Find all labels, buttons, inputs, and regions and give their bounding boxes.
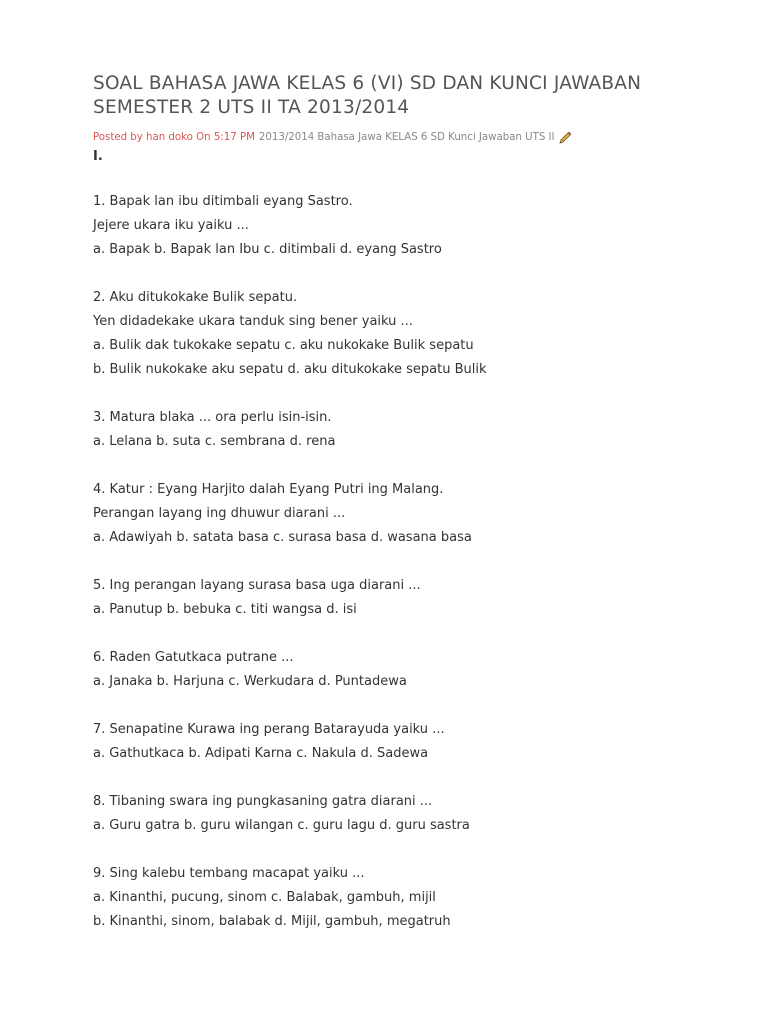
answer-options: a. Bulik dak tukokake sepatu c. aku nukokake Bulik sepatu [93, 338, 474, 353]
blog-post [93, 72, 693, 958]
question-text: 9. Sing kalebu tembang macapat yaiku ... [93, 866, 365, 881]
question-3 [93, 406, 693, 454]
question-prompt: Yen didadekake ukara tanduk sing bener yaiku ... [93, 314, 413, 329]
question-text: 6. Raden Gatutkaca putrane ... [93, 650, 294, 665]
answer-options: b. Kinanthi, sinom, balabak d. Mijil, gambuh, megatruh [93, 914, 451, 929]
question-6 [93, 646, 693, 694]
answer-options: a. Lelana b. suta c. sembrana d. rena [93, 434, 336, 449]
question-9 [93, 862, 693, 934]
question-text: 1. Bapak lan ibu ditimbali eyang Sastro. [93, 194, 353, 209]
answer-options: a. Panutup b. bebuka c. titi wangsa d. isi [93, 602, 357, 617]
answer-options: a. Bapak b. Bapak lan Ibu c. ditimbali d. eyang Sastro [93, 242, 442, 257]
post-meta [93, 131, 693, 145]
answer-options: a. Gathutkaca b. Adipati Karna c. Nakula d. Sadewa [93, 746, 429, 761]
question-list [93, 190, 693, 934]
question-text: 4. Katur : Eyang Harjito dalah Eyang Putri ing Malang. [93, 482, 444, 497]
post-labels[interactable]: 2013/2014 Bahasa Jawa KELAS 6 SD Kunci Jawaban UTS II [258, 132, 555, 143]
post-title: SOAL BAHASA JAWA KELAS 6 (VI) SD DAN KUNCI JAWABAN SEMESTER 2 UTS II TA 2013/2014 [93, 73, 642, 118]
question-8 [93, 790, 693, 838]
question-4 [93, 478, 693, 550]
section-heading: I. [93, 149, 103, 164]
question-7 [93, 718, 693, 766]
answer-options: b. Bulik nukokake aku sepatu d. aku ditukokake sepatu Bulik [93, 362, 487, 377]
question-text: 3. Matura blaka ... ora perlu isin-isin. [93, 410, 332, 425]
question-prompt: Perangan layang ing dhuwur diarani ... [93, 506, 346, 521]
question-text: 8. Tibaning swara ing pungkasaning gatra diarani ... [93, 794, 433, 809]
question-5 [93, 574, 693, 622]
question-text: 5. Ing perangan layang surasa basa uga diarani ... [93, 578, 421, 593]
answer-options: a. Adawiyah b. satata basa c. surasa basa d. wasana basa [93, 530, 472, 545]
answer-options: a. Kinanthi, pucung, sinom c. Balabak, gambuh, mijil [93, 890, 436, 905]
question-2 [93, 286, 693, 382]
question-text: 7. Senapatine Kurawa ing perang Batarayuda yaiku ... [93, 722, 445, 737]
question-1 [93, 190, 693, 262]
post-author-time[interactable]: Posted by han doko On 5:17 PM [93, 132, 255, 143]
pencil-icon[interactable] [558, 131, 572, 145]
answer-options: a. Janaka b. Harjuna c. Werkudara d. Puntadewa [93, 674, 407, 689]
answer-options: a. Guru gatra b. guru wilangan c. guru lagu d. guru sastra [93, 818, 470, 833]
question-text: 2. Aku ditukokake Bulik sepatu. [93, 290, 298, 305]
question-prompt: Jejere ukara iku yaiku ... [93, 218, 249, 233]
